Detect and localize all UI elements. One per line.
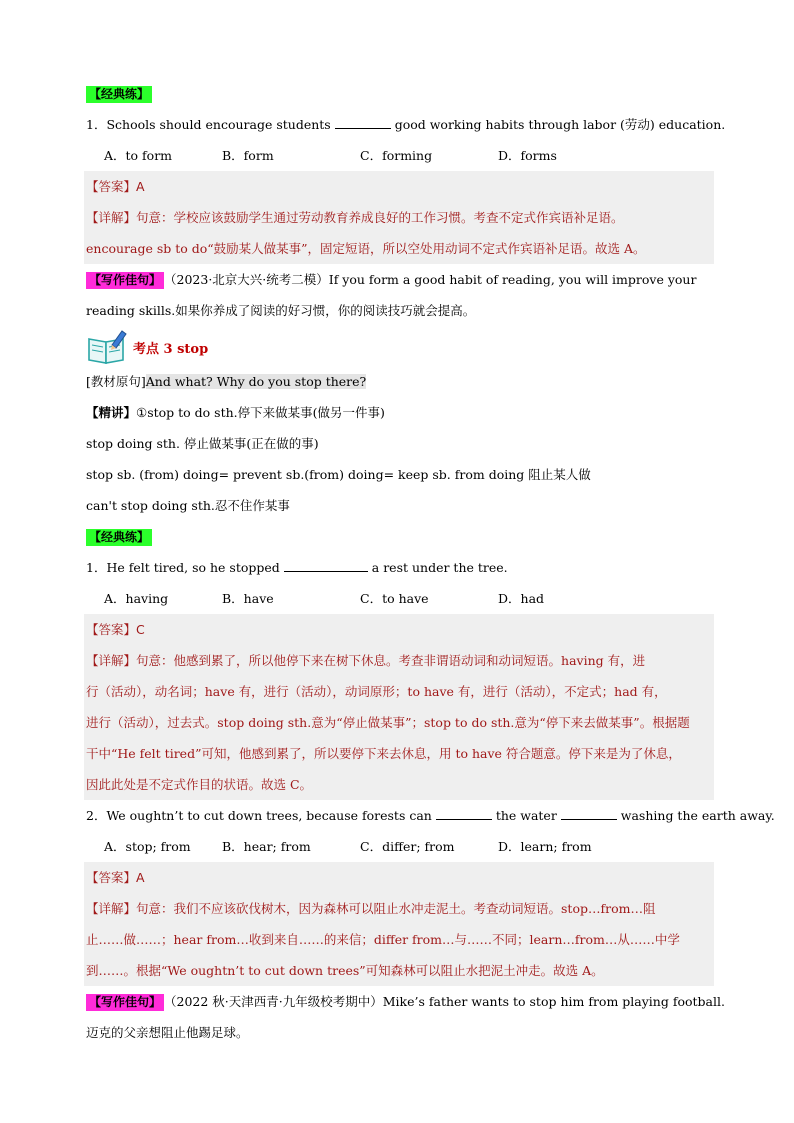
option-c: C．to have xyxy=(360,591,429,606)
document-page xyxy=(86,78,775,1048)
answer-value: A xyxy=(136,870,145,885)
practice-tag: 【经典练】 xyxy=(86,529,152,546)
explain-line xyxy=(86,202,714,233)
answer-blank xyxy=(436,806,492,820)
writing-tag: 【写作佳句】 xyxy=(86,272,164,289)
writing-text: （2023·北京大兴·统考二模）If you form a good habit of reading, you will improve your xyxy=(164,272,697,287)
textbook-quote: And what? Why do you stop there? xyxy=(145,374,367,389)
question-2-stem xyxy=(86,552,710,583)
question-3-stem xyxy=(86,800,775,831)
explain-tag: 【详解】 xyxy=(86,653,137,668)
answer-blank xyxy=(335,115,391,129)
explain-text: 行（活动），动名词；have 有，进行（活动），动词原形；to have 有，进行（活动），不定式；had 有， xyxy=(86,684,667,699)
writing-sentence-2-cont xyxy=(86,1017,710,1048)
answer-tag: 【答案】 xyxy=(86,870,137,885)
writing-sentence-2 xyxy=(86,986,725,1017)
option-c: C．differ; from xyxy=(360,839,455,854)
explain-line xyxy=(86,645,714,676)
explain-text: 因此此处是不定式作目的状语。故选 C。 xyxy=(86,777,313,792)
writing-sentence-1-cont xyxy=(86,295,710,326)
jingjiang-text: stop doing sth. 停止做某事(正在做的事) xyxy=(86,436,319,451)
jingjiang-text: ①stop to do sth.停下来做某事(做另一件事) xyxy=(136,405,385,420)
question-3-solution xyxy=(84,862,714,986)
explain-line xyxy=(86,676,714,707)
explain-tag: 【详解】 xyxy=(86,210,137,225)
kaodian-title: 考点 3 stop xyxy=(133,341,209,357)
explain-line xyxy=(86,233,714,264)
explain-text: 句意：学校应该鼓励学生通过劳动教育养成良好的工作习惯。考查不定式作宾语补足语。 xyxy=(136,210,624,225)
option-a: A．stop; from xyxy=(104,839,191,854)
explain-text: 句意：我们不应该砍伐树木，因为森林可以阻止水冲走泥土。考查动词短语。stop…from…阻 xyxy=(136,901,656,916)
question-3-text-b: the water xyxy=(495,808,557,823)
answer-value: C xyxy=(136,622,145,637)
textbook-label: [教材原句] xyxy=(86,374,146,389)
question-2-text-a: 1．He felt tired, so he stopped xyxy=(86,560,280,575)
option-d: D．learn; from xyxy=(498,839,592,854)
textbook-sentence xyxy=(86,366,710,397)
question-2-solution xyxy=(84,614,714,800)
option-b: B．form xyxy=(222,148,274,163)
practice-tag: 【经典练】 xyxy=(86,86,152,103)
question-1-solution xyxy=(84,171,714,264)
option-d: D．had xyxy=(498,591,545,606)
question-2-options xyxy=(86,583,710,614)
option-a: A．having xyxy=(104,591,169,606)
option-b: B．hear; from xyxy=(222,839,311,854)
explain-text: 进行（活动），过去式。stop doing sth.意为“停止做某事”；stop to do sth.意为“停下来去做某事”。根据题 xyxy=(86,715,690,730)
answer-tag: 【答案】 xyxy=(86,622,137,637)
question-1-text-b: good working habits through labor (劳动) education. xyxy=(394,117,726,132)
explain-line xyxy=(86,955,714,986)
writing-text: （2022 秋·天津西青·九年级校考期中）Mike’s father wants to stop him from playing football. xyxy=(164,994,725,1009)
question-3-options xyxy=(86,831,710,862)
option-d: D．forms xyxy=(498,148,557,163)
answer-line xyxy=(86,862,714,893)
explain-line xyxy=(86,738,714,769)
answer-blank xyxy=(284,558,368,572)
question-1-text-a: 1．Schools should encourage students xyxy=(86,117,331,132)
option-b: B．have xyxy=(222,591,274,606)
jingjiang-line-1 xyxy=(86,397,710,428)
explain-tag: 【详解】 xyxy=(86,901,137,916)
writing-sentence-1 xyxy=(86,264,710,295)
writing-text: 迈克的父亲想阻止他踢足球。 xyxy=(86,1025,249,1040)
book-pencil-icon xyxy=(86,329,130,365)
jingjiang-line-3 xyxy=(86,459,710,490)
explain-text: encourage sb to do“鼓励某人做某事”，固定短语，所以空处用动词不定式作宾语补足语。故选 A。 xyxy=(86,241,646,256)
explain-text: 到……。根据“We oughtn’t to cut down trees”可知森林可以阻止水把泥土冲走。故选 A。 xyxy=(86,963,604,978)
explain-line xyxy=(86,924,714,955)
explain-line xyxy=(86,707,714,738)
answer-tag: 【答案】 xyxy=(86,179,137,194)
question-3-text-c: washing the earth away. xyxy=(620,808,775,823)
kaodian-heading xyxy=(86,328,710,366)
practice-header xyxy=(86,78,710,109)
question-1-stem xyxy=(86,109,726,140)
practice-header xyxy=(86,521,710,552)
jingjiang-line-2 xyxy=(86,428,710,459)
question-2-text-b: a rest under the tree. xyxy=(371,560,508,575)
writing-text: reading skills.如果你养成了阅读的好习惯，你的阅读技巧就会提高。 xyxy=(86,303,476,318)
explain-line xyxy=(86,769,714,800)
explain-text: 句意：他感到累了，所以他停下来在树下休息。考查非谓语动词和动词短语。having 有，进 xyxy=(136,653,646,668)
answer-line xyxy=(86,171,714,202)
jingjiang-text: can't stop doing sth.忍不住作某事 xyxy=(86,498,290,513)
explain-line xyxy=(86,893,714,924)
option-c: C．forming xyxy=(360,148,433,163)
answer-blank xyxy=(561,806,617,820)
writing-tag: 【写作佳句】 xyxy=(86,994,164,1011)
explain-text: 止……做……；hear from…收到来自……的来信；differ from…与……不同；learn…from…从……中学 xyxy=(86,932,680,947)
answer-line xyxy=(86,614,714,645)
answer-value: A xyxy=(136,179,145,194)
question-1-options xyxy=(86,140,710,171)
jingjiang-tag: 【精讲】 xyxy=(86,405,137,420)
jingjiang-line-4 xyxy=(86,490,710,521)
explain-text: 干中“He felt tired”可知，他感到累了，所以要停下来去休息，用 to have 符合题意。停下来是为了休息， xyxy=(86,746,681,761)
option-a: A．to form xyxy=(104,148,173,163)
question-3-text-a: 2．We oughtn’t to cut down trees, because forests can xyxy=(86,808,432,823)
jingjiang-text: stop sb. (from) doing= prevent sb.(from) doing= keep sb. from doing 阻止某人做 xyxy=(86,467,591,482)
